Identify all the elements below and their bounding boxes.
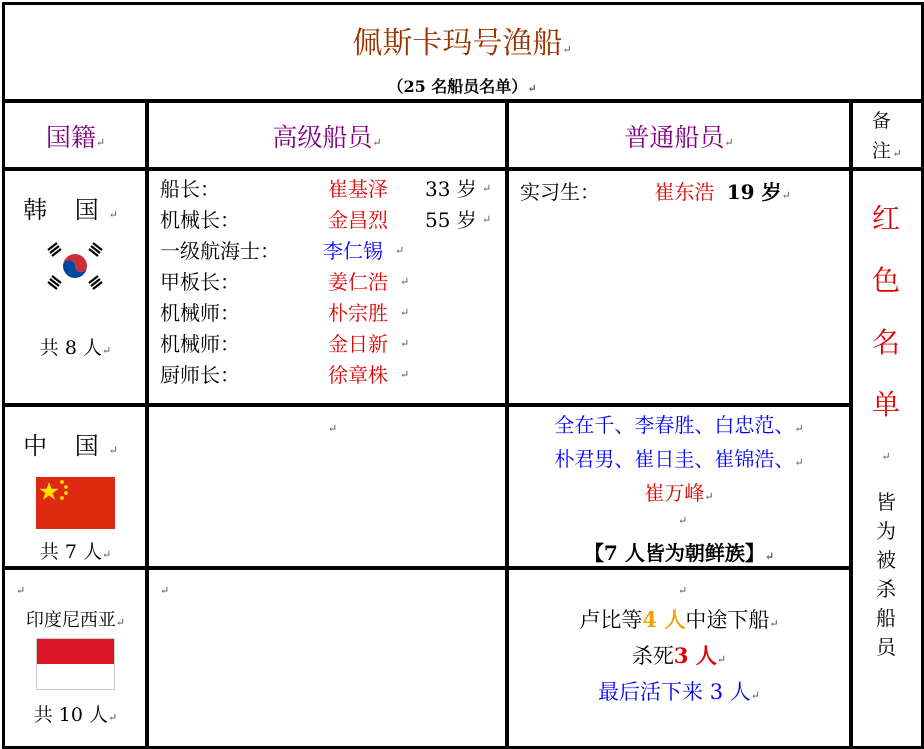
country-china: 中 国↵ [23,432,128,460]
remark-char: 船 [876,606,896,630]
crew-names-line: 崔万峰 [644,481,705,505]
remark-black-list [853,488,919,662]
indonesia-ordinary-summary [509,604,849,712]
senior-crew-row: 机械师： 朴宗胜 ↵ [160,298,500,328]
ordinary-role: 实习生： [520,180,600,204]
crew-role: 一级航海士： [160,239,280,263]
crew-role: 甲板长： [160,270,240,294]
paragraph-mark: ↵ [160,584,170,597]
crew-role: 船长： [160,177,220,201]
crew-role: 机械师： [160,332,240,356]
crew-name: 崔基泽 [328,177,388,201]
country-indonesia: 印度尼西亚↵ [25,610,126,631]
total-korea: 共 8 人↵ [39,337,112,359]
south-korea-flag-icon [40,240,110,292]
crew-name: 金昌烈 [328,208,388,232]
china-ordinary-list: 全在千、李春胜、白忠范、↵ 朴君男、崔日圭、崔锦浩、↵ 崔万峰↵ [554,413,804,505]
header-ordinary-crew: 普通船员↵ [624,123,734,152]
remark-char: 杀 [876,577,896,601]
paragraph-mark: ↵ [328,422,338,435]
remark-char: 单 [871,388,900,421]
senior-crew-row: 厨师长： 徐章株 ↵ [160,360,500,390]
remark-char: 员 [876,635,896,659]
senior-crew-row: 机械长： 金昌烈 55 岁 ↵ [160,205,500,235]
divider [2,167,924,171]
senior-crew-row: 甲板长： 姜仁浩 ↵ [160,267,500,297]
crew-age: 55 岁 [425,208,477,232]
page-subtitle: （25 名船员名单）↵ [387,77,537,96]
paragraph-mark: ↵ [678,514,688,527]
divider [2,403,851,407]
remark-char: 皆 [876,490,896,514]
divider [2,99,924,103]
remark-char: 为 [876,519,896,543]
paragraph-mark: ↵ [678,584,688,597]
total-china: 共 7 人↵ [39,541,112,563]
crew-role: 机械长： [160,208,240,232]
china-note: 【7 人皆为朝鲜族】↵ [583,541,775,565]
crew-name: 朴宗胜 [328,301,388,325]
summary-line-killed: 杀死3 人↵ [631,643,727,668]
korea-ordinary-entry: 实习生： 崔东浩 19 岁↵ [520,180,791,204]
ordinary-age: 19 岁 [726,180,782,204]
total-indonesia: 共 10 人↵ [33,704,118,726]
divider [145,100,149,748]
divider [2,566,851,570]
ordinary-name: 崔东浩 [654,180,715,204]
remark-char: 名 [871,326,900,359]
header-nationality: 国籍↵ [45,123,106,152]
senior-crew-row: 船长： 崔基泽 33 岁 ↵ [160,174,500,204]
crew-name: 金日新 [328,332,388,356]
crew-name: 李仁锡 [323,239,383,263]
paragraph-mark: ↵ [881,450,891,463]
remark-char: 色 [871,264,900,297]
paragraph-mark: ↵ [16,584,26,597]
crew-role: 机械师： [160,301,240,325]
crew-age: 33 岁 [425,177,477,201]
header-senior-crew: 高级船员↵ [272,123,382,152]
senior-crew-row: 一级航海士： 李仁锡 ↵ [160,236,500,266]
indonesia-flag-icon [36,638,115,690]
header-remark: 备注 ↵ [871,110,902,162]
crew-names-line: 朴君男、崔日圭、崔锦浩、 [554,447,795,471]
summary-line-left-ship: 卢比等4 人中途下船↵ [579,607,779,632]
senior-crew-row: 机械师： 金日新 ↵ [160,329,500,359]
summary-line-survived: 最后活下来 3 人↵ [598,680,760,704]
china-flag-icon [36,477,115,529]
page-title: 佩斯卡玛号渔船↵ [352,26,572,61]
crew-role: 厨师长： [160,363,240,387]
country-korea: 韩 国↵ [23,196,128,224]
remark-char: 被 [876,548,896,572]
remark-red-list [853,188,919,436]
remark-char: 红 [871,202,900,235]
crew-name: 徐章株 [328,363,388,387]
crew-names-line: 全在千、李春胜、白忠范、 [554,413,795,437]
crew-name: 姜仁浩 [328,270,388,294]
